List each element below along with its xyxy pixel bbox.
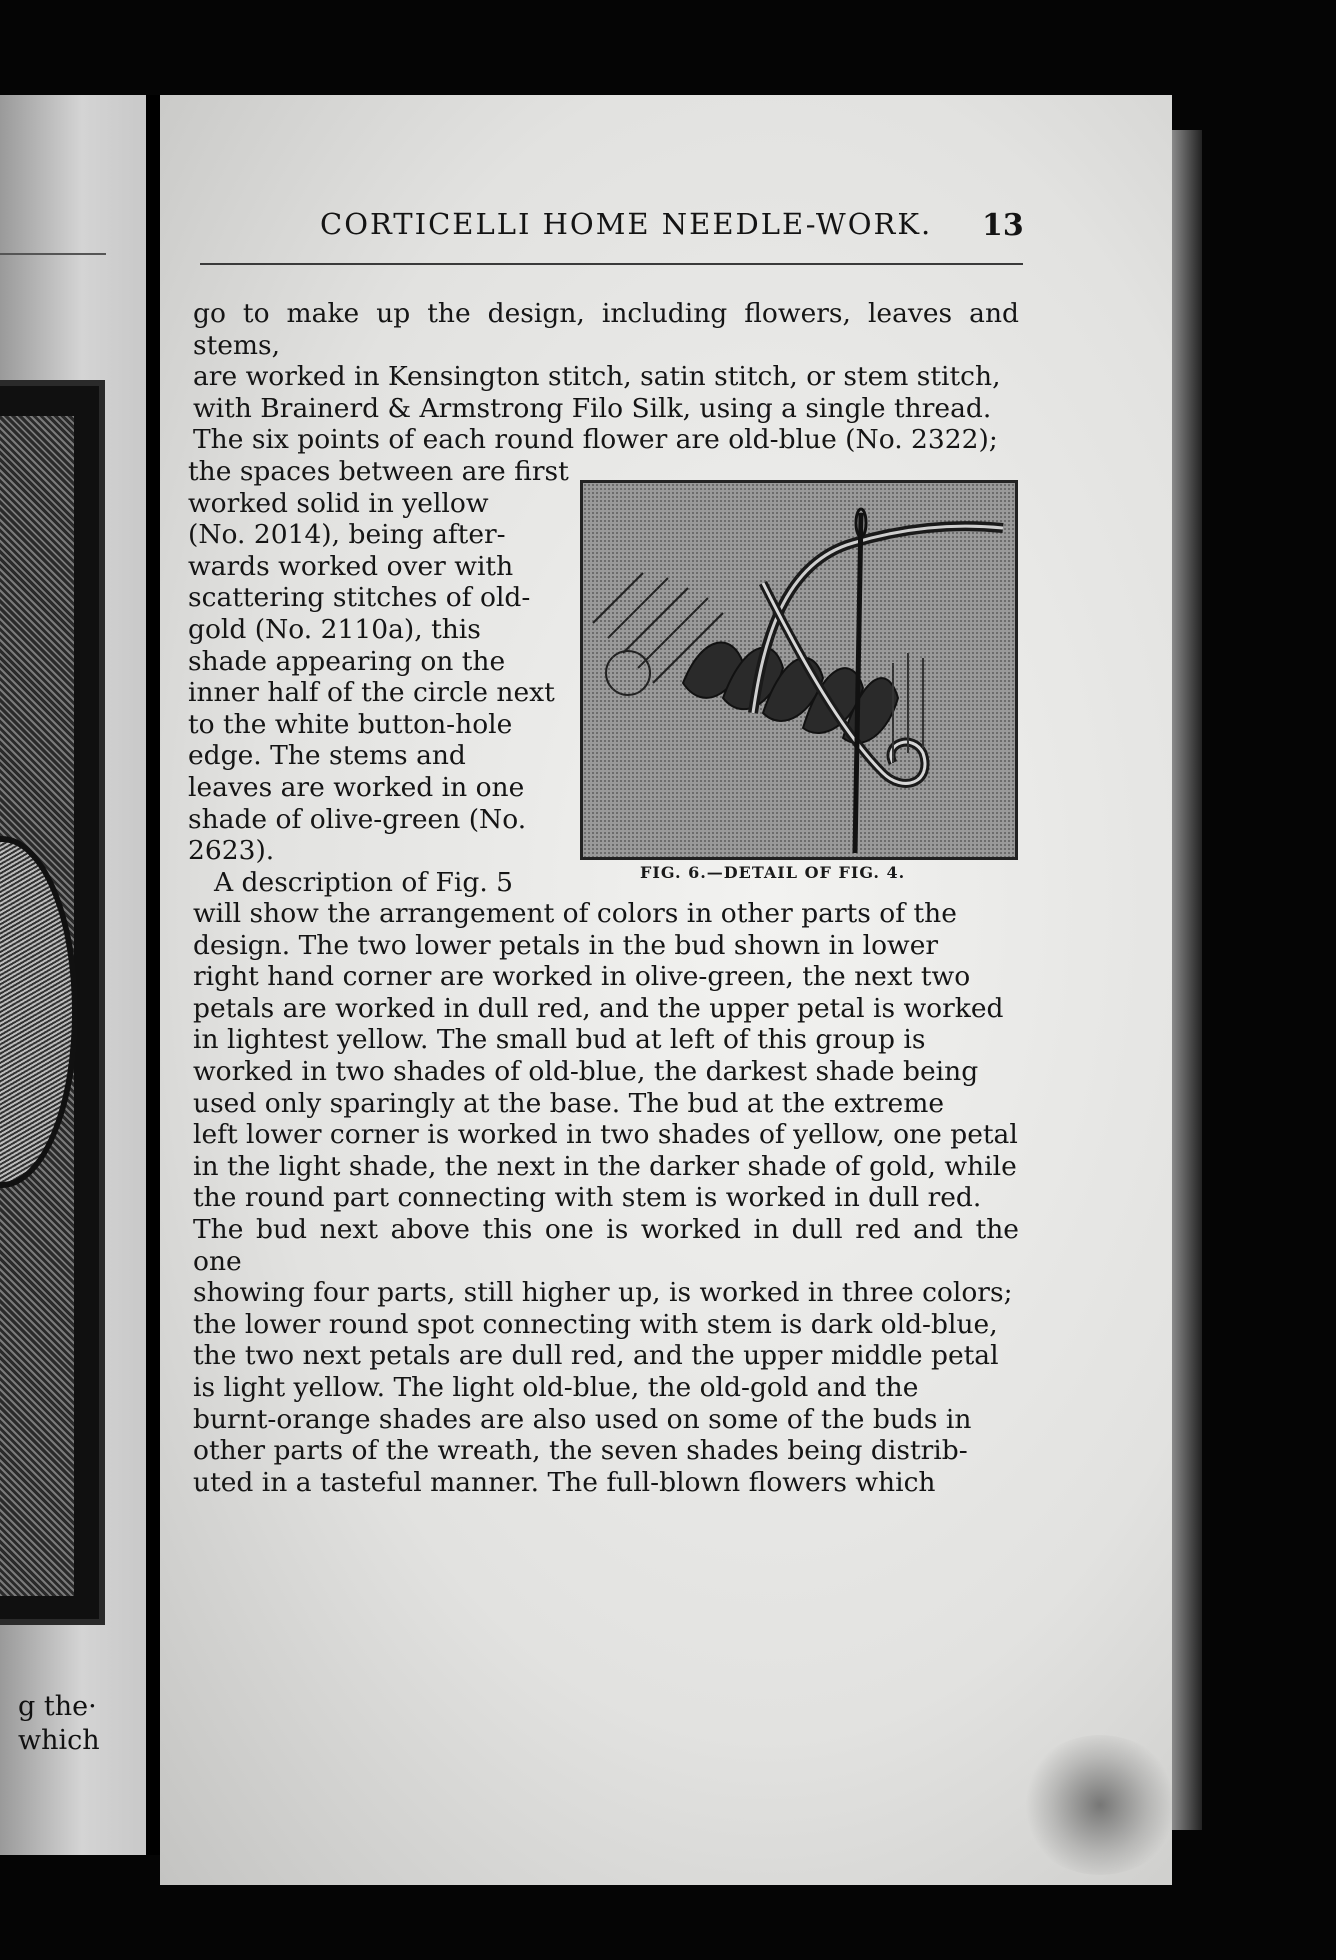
text-line: shade appearing on the: [188, 645, 506, 677]
text-line: go to make up the design, including flowers, leaves and stems,: [193, 298, 1019, 361]
text-line: uted in a tasteful manner. The full-blown flowers which: [193, 1466, 936, 1498]
running-head: CORTICELLI HOME NEEDLE-WORK.: [320, 207, 933, 241]
text-line: The six points of each round flower are old-blue (No. 2322);: [193, 424, 998, 456]
embroidery-detail-drawing: [583, 483, 1015, 857]
text-line: showing four parts, still higher up, is worked in three colors;: [193, 1277, 1013, 1309]
header-rule: [200, 263, 1023, 265]
text-line: are worked in Kensington stitch, satin stitch, or stem stitch,: [193, 361, 1001, 393]
text-line: in lightest yellow. The small bud at left of this group is: [193, 1024, 926, 1056]
text-line: inner half of the circle next: [188, 677, 555, 709]
text-line: leaves are worked in one: [188, 771, 525, 803]
paragraph-top: [193, 298, 1019, 456]
text-line: (No. 2014), being after-: [188, 519, 506, 551]
page-edge-shadow: [1172, 130, 1202, 1830]
text-line: scattering stitches of old-: [188, 582, 531, 614]
text-line: will show the arrangement of colors in other parts of the: [193, 898, 957, 929]
text-line: to the white button-hole: [188, 708, 513, 740]
text-line: shade of olive-green (No.: [188, 803, 527, 835]
text-line: wards worked over with: [188, 550, 514, 582]
text-line: A description of Fig. 5: [214, 866, 514, 898]
left-page-caption: [18, 1690, 100, 1758]
left-page-illustration: [0, 380, 105, 1625]
left-page-edge: [0, 95, 148, 1855]
left-caption-line: g the·: [18, 1691, 97, 1722]
text-line: with Brainerd & Armstrong Filo Silk, using a single thread.: [193, 392, 992, 424]
text-line: petals are worked in dull red, and the upper petal is worked: [193, 992, 1004, 1024]
text-line: The bud next above this one is worked in dull red and the one: [193, 1213, 1019, 1277]
page-number: 13: [982, 208, 1024, 243]
text-line: is light yellow. The light old-blue, the old-gold and the: [193, 1371, 919, 1403]
text-line: the lower round spot connecting with stem is dark old-blue,: [193, 1308, 998, 1340]
paragraph-beside-figure: [188, 456, 600, 898]
text-line: 2623).: [188, 835, 275, 867]
text-line: left lower corner is worked in two shades of yellow, one petal: [193, 1119, 1018, 1151]
text-line: design. The two lower petals in the bud shown in lower: [193, 929, 939, 961]
left-page-rule: [0, 253, 106, 255]
paragraph-bottom: [193, 898, 1019, 1498]
text-line: the round part connecting with stem is worked in dull red.: [193, 1182, 982, 1214]
text-line: burnt-orange shades are also used on some of the buds in: [193, 1403, 972, 1435]
figure-caption: FIG. 6.—DETAIL OF FIG. 4.: [640, 863, 906, 882]
left-illustration-pattern: [0, 416, 74, 1596]
text-line: the two next petals are dull red, and the upper middle petal: [193, 1340, 999, 1372]
text-line: worked solid in yellow: [188, 487, 489, 519]
text-line: gold (No. 2110a), this: [188, 613, 481, 645]
text-line: in the light shade, the next in the darker shade of gold, while: [193, 1150, 1017, 1182]
text-line: other parts of the wreath, the seven shades being distrib-: [193, 1435, 968, 1467]
text-line: edge. The stems and: [188, 740, 466, 772]
text-line: used only sparingly at the base. The bud at the extreme: [193, 1087, 945, 1119]
figure-6-illustration: [580, 480, 1018, 860]
ink-smudge: [1020, 1735, 1180, 1875]
book-page: [160, 95, 1172, 1885]
text-line: the spaces between are first: [188, 456, 569, 487]
left-caption-line: which: [18, 1725, 100, 1756]
text-line: right hand corner are worked in olive-green, the next two: [193, 961, 971, 993]
text-line: worked in two shades of old-blue, the darkest shade being: [193, 1055, 979, 1087]
